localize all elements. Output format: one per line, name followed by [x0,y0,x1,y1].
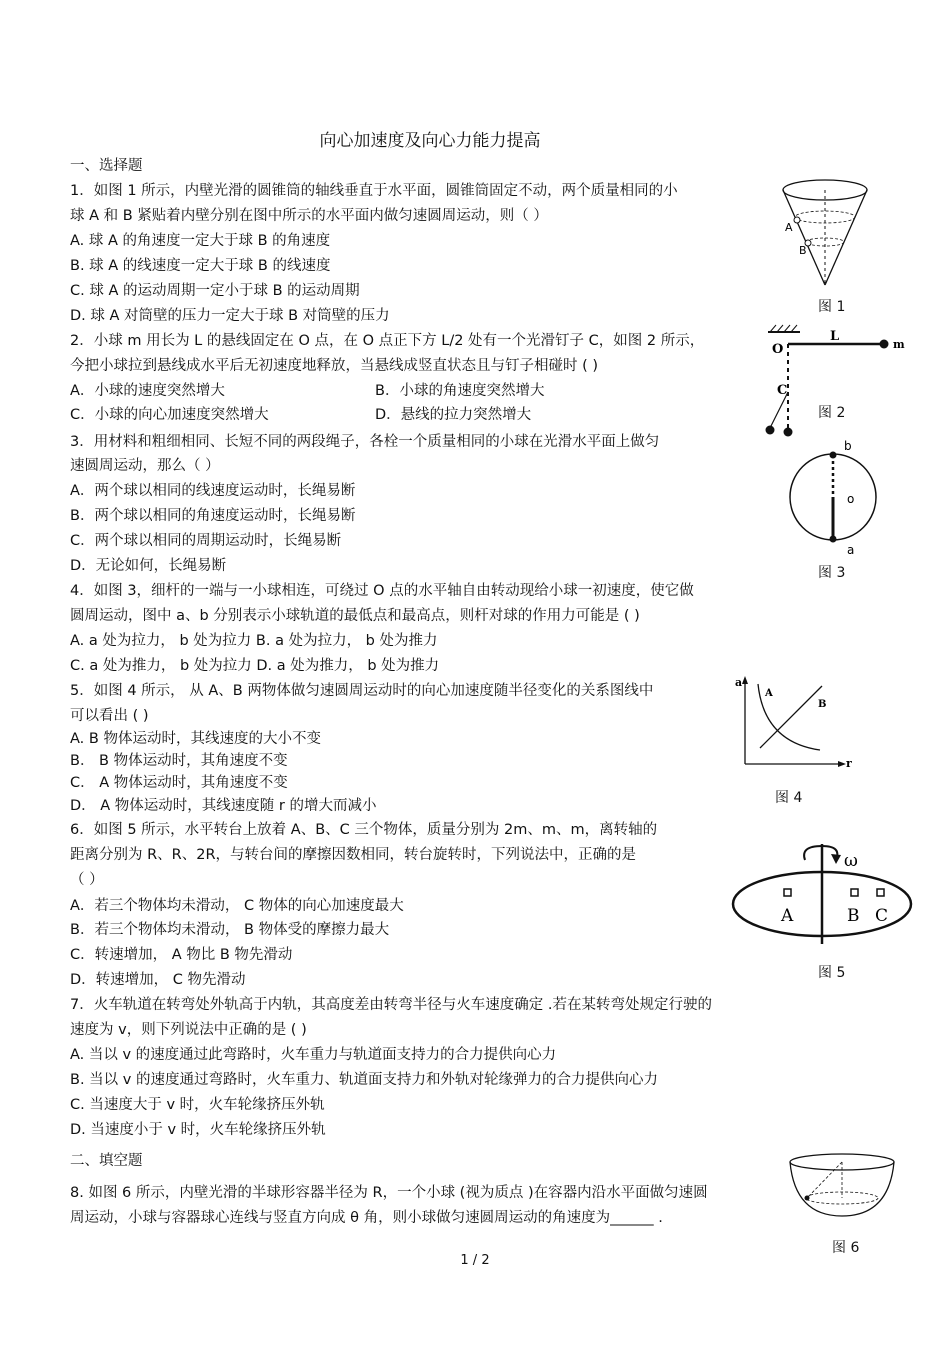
q5-option-b: B． B 物体运动时，其角速度不变 [70,753,288,769]
q2-option-b: B．小球的角速度突然增大 [375,383,545,399]
fig5-label-C: C [875,906,889,926]
q2-stem-line2: 今把小球拉到悬线成水平后无初速度地释放，当悬线成竖直状态且与钉子相碰时 ( ) [70,358,599,374]
q5-option-a: A. B 物体运动时，其线速度的大小不变 [70,731,321,747]
figure-4-graph [730,672,860,772]
q5-option-c: C． A 物体运动时，其角速度不变 [70,775,288,791]
fig1-label-b: B [799,244,807,257]
q7-option-c: C. 当速度大于 v 时，火车轮缘挤压外轨 [70,1097,325,1113]
q2-stem-line1: 2．小球 m 用长为 L 的悬线固定在 O 点，在 O 点正下方 L/2 处有一个光滑钉子 C，如图 2 所示， [70,333,705,349]
q1-option-b: B. 球 A 的线速度一定大于球 B 的线速度 [70,258,331,274]
figure-3-rod-circle [785,437,875,559]
q6-stem-line1: 6．如图 5 所示，水平转台上放着 A、B、C 三个物体，质量分别为 2m、m、m，离转轴的 [70,822,658,838]
fig4-label-a-axis: a [735,676,743,689]
fig3-label-b: b [844,439,852,453]
q6-stem-line2: 距离分别为 R、R、2R，与转台间的摩擦因数相同，转台旋转时，下列说法中，正确的是 [70,847,637,863]
q4-stem-line1: 4．如图 3，细杆的一端与一小球相连，可绕过 O 点的水平轴自由转动现给小球一初速度，使它做 [70,583,694,599]
section-heading: 二、填空题 [70,1153,143,1169]
figure-1-cone [775,175,875,290]
q6-option-a: A．若三个物体均未滑动， C 物体的向心加速度最大 [70,898,404,914]
fig2-label-l: L [830,329,840,344]
q1-option-a: A. 球 A 的角速度一定大于球 B 的角速度 [70,233,331,249]
q7-stem-line1: 7．火车轨道在转弯处外轨高于内轨，其高度差由转弯半径与火车速度确定 .若在某转弯处规定行驶的 [70,997,712,1013]
figure-2-caption: 图 2 [818,405,846,421]
figure-2-pendulum [760,322,910,442]
fig3-label-a: a [847,543,855,557]
q5-stem-line2: 可以看出 ( ) [70,708,149,724]
q4-options-cd: C. a 处为推力， b 处为拉力 D. a 处为推力， b 处为推力 [70,658,440,674]
q7-option-d: D. 当速度小于 v 时，火车轮缘挤压外轨 [70,1122,326,1138]
q3-option-b: B．两个球以相同的角速度运动时，长绳易断 [70,508,356,524]
q2-option-d: D．悬线的拉力突然增大 [375,407,532,423]
figure-1-caption: 图 1 [818,299,846,315]
fig3-label-o: o [847,492,855,506]
figure-5-turntable [730,842,915,947]
q2-option-a: A．小球的速度突然增大 [70,383,225,399]
q6-option-c: C．转速增加， A 物比 B 物先滑动 [70,947,293,963]
figure-6-bowl [785,1150,900,1222]
fig5-label-omega: ω [844,851,858,871]
page-title: 向心加速度及向心力能力提高 [319,131,541,151]
q3-stem-line2: 速圆周运动，那么（ ） [70,458,220,474]
fig4-label-A: A [765,688,773,699]
q6-stem-line3: （ ） [70,872,104,888]
page-number: 1 / 2 [460,1253,490,1268]
q7-option-b: B. 当以 v 的速度通过弯路时，火车重力、轨道面支持力和外轨对轮缘弹力的合力提供向心力 [70,1072,658,1088]
fig2-label-m: m [893,338,905,351]
q1-stem-line2: 球 A 和 B 紧贴着内壁分别在图中所示的水平面内做匀速圆周运动，则（ ） [70,208,548,224]
fig1-label-a: A [785,221,793,234]
q6-option-d: D．转速增加， C 物先滑动 [70,972,246,988]
fig4-label-r-axis: r [846,757,852,770]
q1-option-d: D. 球 A 对筒壁的压力一定大于球 B 对筒壁的压力 [70,308,390,324]
q5-stem-line1: 5．如图 4 所示， 从 A、B 两物体做匀速圆周运动时的向心加速度随半径变化的关系图线中 [70,683,654,699]
q1-option-c: C. 球 A 的运动周期一定小于球 B 的运动周期 [70,283,360,299]
figure-6-caption: 图 6 [832,1240,860,1256]
q6-option-b: B．若三个物体均未滑动， B 物体受的摩擦力最大 [70,922,390,938]
q8-stem-line1: 8. 如图 6 所示，内壁光滑的半球形容器半径为 R，一个小球 (视为质点 )在容器内沿水平面做匀速圆 [70,1185,708,1201]
q5-option-d: D． A 物体运动时，其线速度随 r 的增大而减小 [70,798,377,814]
q1-stem-line1: 1．如图 1 所示，内壁光滑的圆锥筒的轴线垂直于水平面，圆锥筒固定不动，两个质量相同的小 [70,183,678,199]
q3-option-d: D．无论如何，长绳易断 [70,558,227,574]
fig5-label-B: B [847,906,860,926]
q4-stem-line2: 圆周运动，图中 a、b 分别表示小球轨道的最低点和最高点，则杆对球的作用力可能是 ( ) [70,608,640,624]
q3-stem-line1: 3．用材料和粗细相同、长短不同的两段绳子，各栓一个质量相同的小球在光滑水平面上做匀 [70,434,660,450]
q4-options-ab: A. a 处为拉力， b 处为拉力 B. a 处为拉力， b 处为推力 [70,633,438,649]
fig5-label-A: A [781,906,794,926]
fig4-label-B: B [818,699,827,710]
fig2-label-o: O [772,342,784,357]
q3-option-c: C．两个球以相同的周期运动时，长绳易断 [70,533,342,549]
q2-option-c: C．小球的向心加速度突然增大 [70,407,269,423]
q3-option-a: A．两个球以相同的线速度运动时，长绳易断 [70,483,356,499]
figure-5-caption: 图 5 [818,965,846,981]
q7-stem-line2: 速度为 v，则下列说法中正确的是 ( ) [70,1022,307,1038]
figure-3-caption: 图 3 [818,565,846,581]
section-heading: 一、选择题 [70,158,143,174]
fig2-label-c: C [777,383,788,398]
q7-option-a: A. 当以 v 的速度通过此弯路时，火车重力与轨道面支持力的合力提供向心力 [70,1047,557,1063]
figure-4-caption: 图 4 [775,790,803,806]
q8-stem-line2: 周运动，小球与容器球心连线与竖直方向成 θ 角，则小球做匀速圆周运动的角速度为______ . [70,1210,663,1226]
